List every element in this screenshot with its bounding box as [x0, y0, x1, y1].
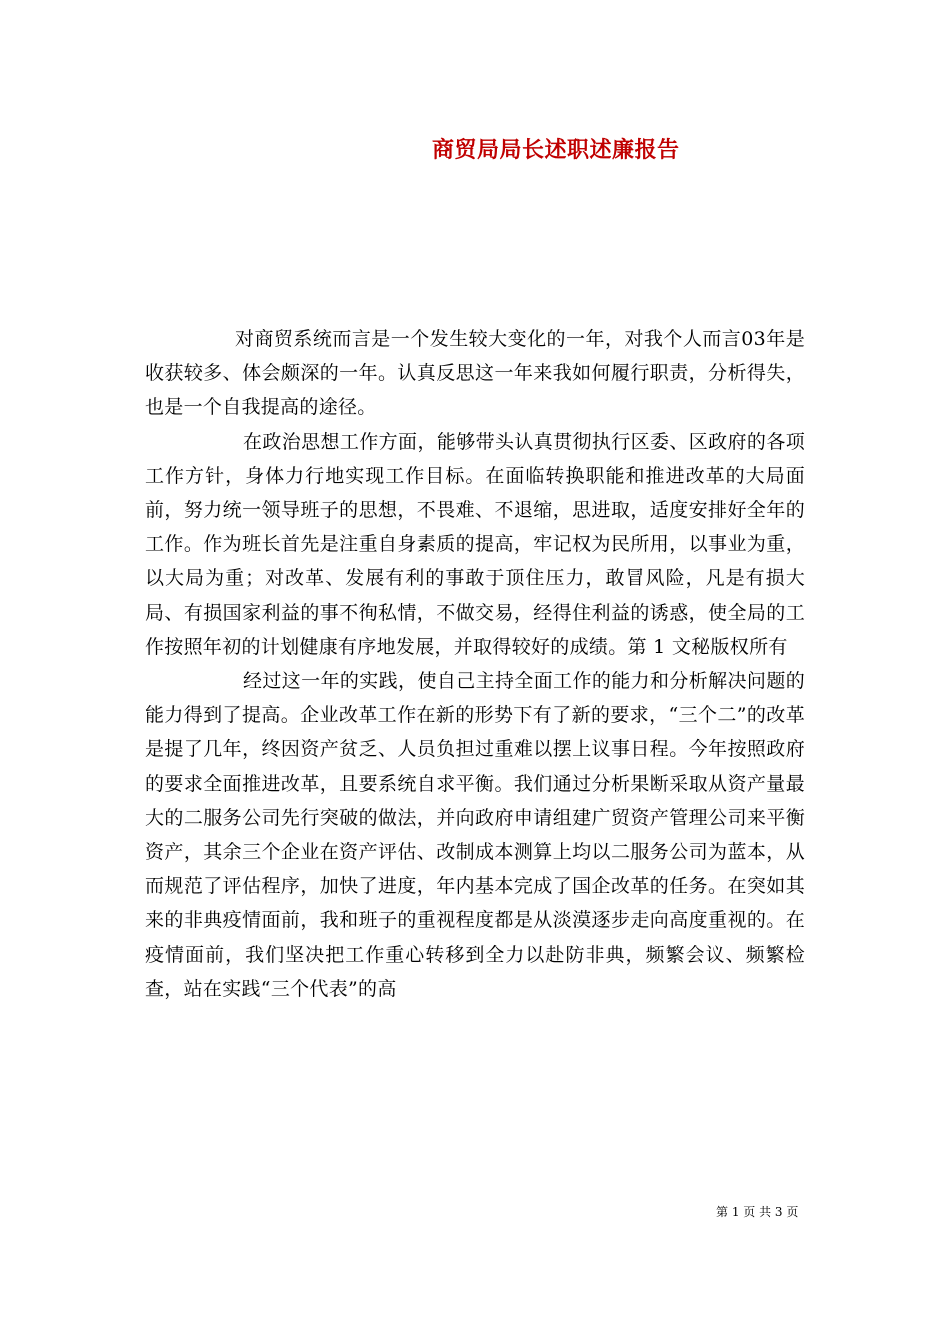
paragraph-intro: 对商贸系统而言是一个发生较大变化的一年，对我个人而言03年是收获较多、体会颇深的一年。认真反思这一年来我如何履行职责，分析得失，也是一个自我提高的途径。 [145, 328, 805, 419]
document-body [145, 322, 805, 1006]
paragraph-reform-practice: 经过这一年的实践，使自己主持全面工作的能力和分析解决问题的能力得到了提高。企业改革工作在新的形势下有了新的要求，“三个二”的改革是提了几年，终因资产贫乏、人员负担过重难以摆上议事日程。今年按照政府的要求全面推进改革，且要系统自求平衡。我们通过分析果断采取从资产量最大的二服务公司先行突破的做法，并向政府申请组建广贸资产管理公司来平衡资产，其余三个企业在资产评估、改制成本测算上均以二服务公司为蓝本，从而规范了评估程序，加快了进度，年内基本完成了国企改革的任务。在突如其来的非典疫情面前，我和班子的重视程度都是从淡漠逐步走向高度重视的。在疫情面前，我们坚决把工作重心转移到全力以赴防非典，频繁会议、频繁检查，站在实践“三个代表”的高 [145, 670, 805, 1000]
page-number-footer: 第 1 页 共 3 页 [716, 1205, 799, 1219]
document-title: 商贸局局长述职述廉报告 [432, 137, 680, 163]
paragraph-political-work: 在政治思想工作方面，能够带头认真贯彻执行区委、区政府的各项工作方针，身体力行地实现工作目标。在面临转换职能和推进改革的大局面前，努力统一领导班子的思想，不畏难、不退缩，思进取，适度安排好全年的工作。作为班长首先是注重自身素质的提高，牢记权为民所用，以事业为重，以大局为重；对改革、发展有利的事敢于顶住压力，敢冒风险，凡是有损大局、有损国家利益的事不徇私情，不做交易，经得住利益的诱惑，使全局的工作按照年初的计划健康有序地发展，并取得较好的成绩。第 1 文秘版权所有 [145, 430, 805, 658]
